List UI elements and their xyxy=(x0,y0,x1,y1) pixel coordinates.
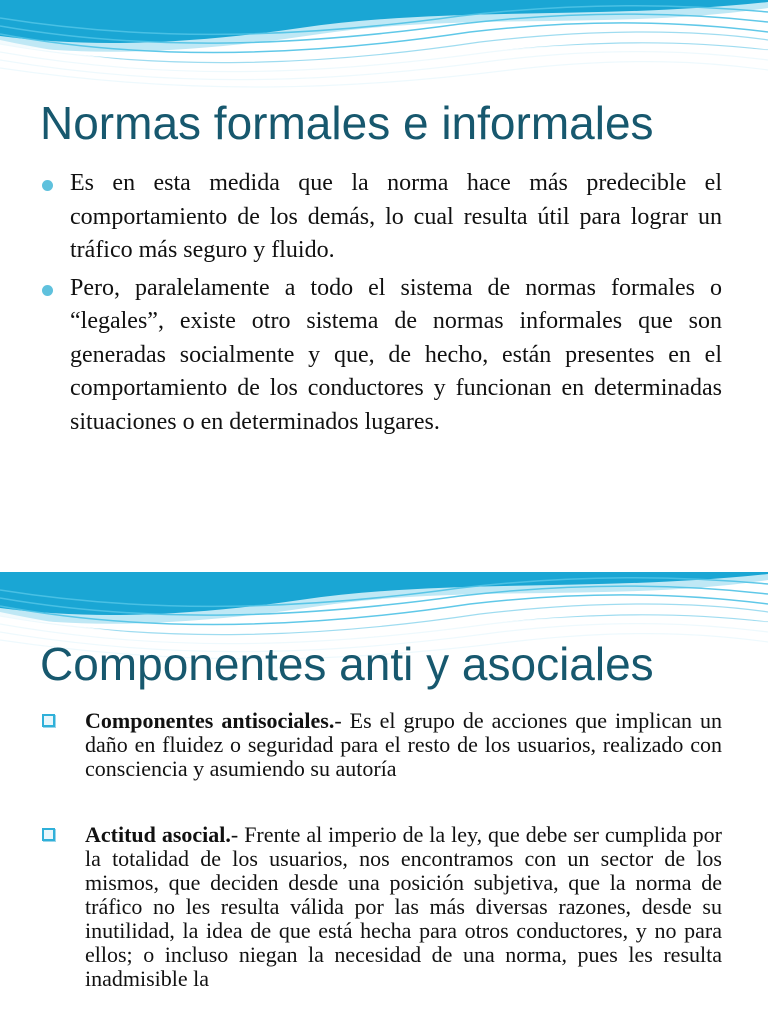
slide-title: Normas formales e informales xyxy=(40,97,654,149)
bullet-dot-icon xyxy=(42,285,53,296)
bullet-list xyxy=(40,167,722,443)
wave-header-decoration xyxy=(0,0,768,95)
slide-componentes xyxy=(0,572,768,1024)
list-item xyxy=(40,272,722,440)
list-item xyxy=(40,823,722,991)
item-heading: Componentes antisociales. xyxy=(85,708,335,733)
item-text: - Es el grupo de acciones que implican un daño en fluidez o seguridad para el resto de los usuarios, realizado con consciencia y asumiendo su autoría xyxy=(85,708,722,781)
bullet-text: Es en esta medida que la norma hace más predecible el comportamiento de los demás, lo cual resulta útil para lograr un tráfico más seguro y fluido. xyxy=(70,170,722,263)
item-heading: Actitud asocial. xyxy=(85,822,231,847)
list-item xyxy=(40,709,722,781)
slide-title: Componentes anti y asociales xyxy=(40,638,654,690)
list-item xyxy=(40,167,722,268)
item-text: - Frente al imperio de la ley, que debe ser cumplida por la totalidad de los usuarios, nos encontramos con un sector de los mismos, que deciden desde una posición subjetiva, que la norma de tráfico no les resulta válida por las más diversas razones, desde su inutilidad, la idea de que está hecha para otros conductores, y no para ellos; o incluso niegan la necesidad de una norma, pues les resulta inadmisible la xyxy=(85,822,722,991)
bullet-dot-icon xyxy=(42,180,53,191)
slide-separator xyxy=(0,560,768,572)
checkbox-bullet-icon xyxy=(42,714,55,727)
bullet-text: Pero, paralelamente a todo el sistema de normas formales o “legales”, existe otro sistema de normas informales que son generadas socialmente y que, de hecho, están presentes en el comportamiento de los conductores y funcionan en determinadas situaciones o en determinados lugares. xyxy=(70,274,722,435)
checkbox-bullet-icon xyxy=(42,828,55,841)
bullet-list xyxy=(40,709,722,1024)
